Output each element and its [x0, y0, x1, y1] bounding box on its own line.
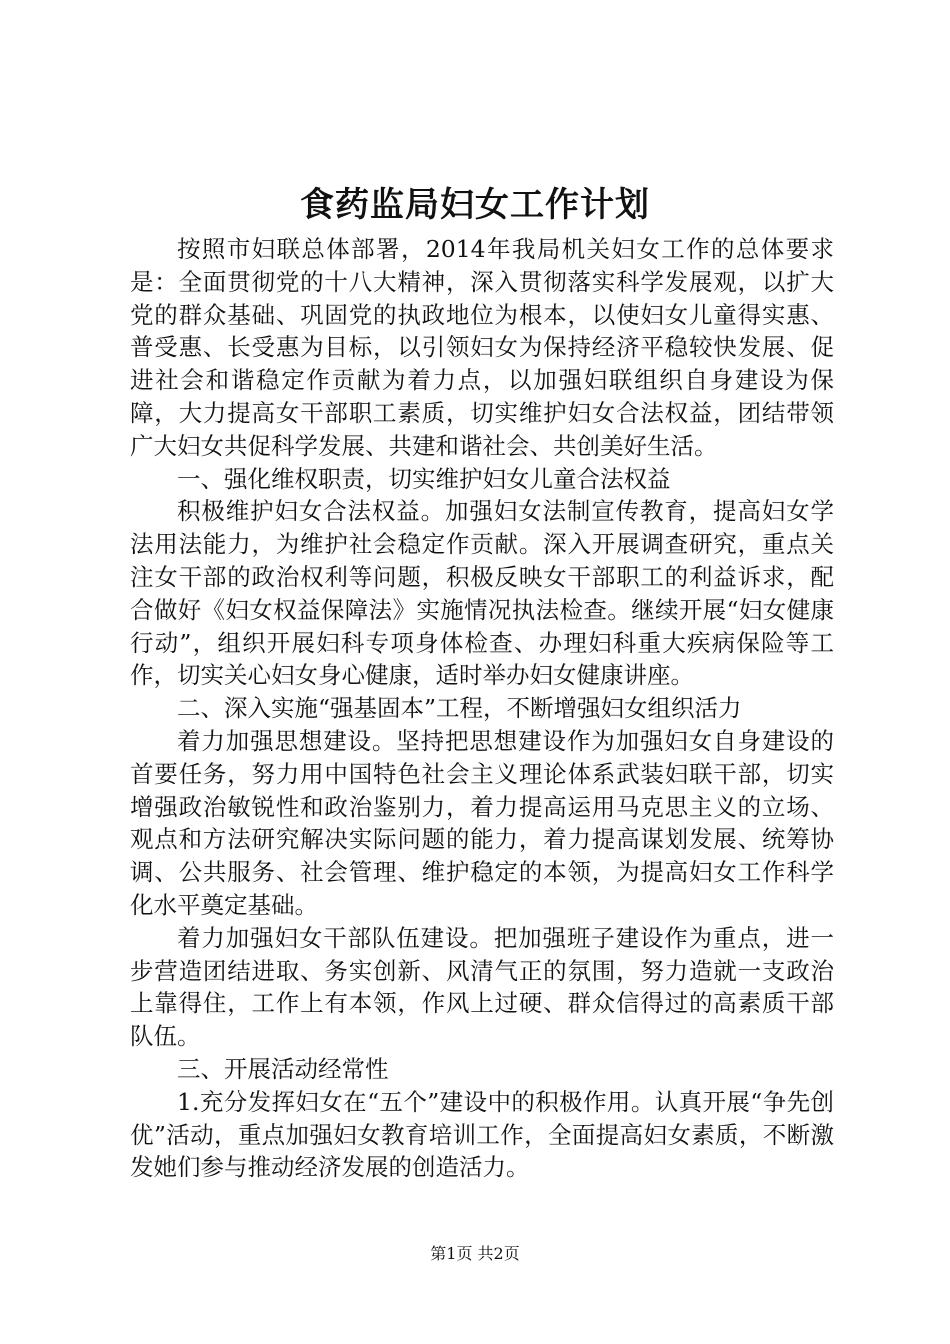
section-heading-2: 二、深入实施“强基固本”工程，不断增强妇女组织活力: [177, 694, 742, 723]
section-heading-3: 三、开展活动经常性: [177, 1054, 389, 1083]
document-title: 食药监局妇女工作计划: [300, 185, 650, 225]
page-number-footer: 第1页 共2页: [430, 1244, 520, 1263]
section-2-paragraph-1: 着力加强思想建设。坚持把思想建设作为加强妇女自身建设的首要任务，努力用中国特色社会主义理论体系武装妇联干部，切实增强政治敏锐性和政治鉴别力，着力提高运用马克思主义的立场、观点和方法研究解决实际问题的能力，着力提高谋划发展、统筹协调、公共服务、社会管理、维护稳定的本领，为提高妇女工作科学化水平奠定基础。: [130, 726, 834, 919]
section-2-paragraph-2: 着力加强妇女干部队伍建设。把加强班子建设作为重点，进一步营造团结进取、务实创新、风清气正的氛围，努力造就一支政治上靠得住，工作上有本领，作风上过硬、群众信得过的高素质干部队伍。: [130, 923, 834, 1051]
section-3-item-1: 1.充分发挥妇女在“五个”建设中的积极作用。认真开展“争先创优”活动，重点加强妇女教育培训工作，全面提高妇女素质，不断激发她们参与推动经济发展的创造活力。: [130, 1087, 834, 1182]
section-heading-1: 一、强化维权职责，切实维护妇女儿童合法权益: [177, 464, 671, 493]
section-1-paragraph: 积极维护妇女合法权益。加强妇女法制宣传教育，提高妇女学法用法能力，为维护社会稳定作贡献。深入开展调查研究，重点关注女干部的政治权利等问题，积极反映女干部职工的利益诉求，配合做好《妇女权益保障法》实施情况执法检查。继续开展“妇女健康行动”，组织开展妇科专项身体检查、办理妇科重大疾病保险等工作，切实关心妇女身心健康，适时举办妇女健康讲座。: [130, 497, 834, 690]
intro-paragraph: 按照市妇联总体部署，2014年我局机关妇女工作的总体要求是：全面贯彻党的十八大精神，深入贯彻落实科学发展观，以扩大党的群众基础、巩固党的执政地位为根本，以使妇女儿童得实惠、普受惠、长受惠为目标，以引领妇女为保持经济平稳较快发展、促进社会和谐稳定作贡献为着力点，以加强妇联组织自身建设为保障，大力提高女干部职工素质，切实维护妇女合法权益，团结带领广大妇女共促科学发展、共建和谐社会、共创美好生活。: [130, 235, 834, 460]
document-body: [130, 233, 834, 1184]
